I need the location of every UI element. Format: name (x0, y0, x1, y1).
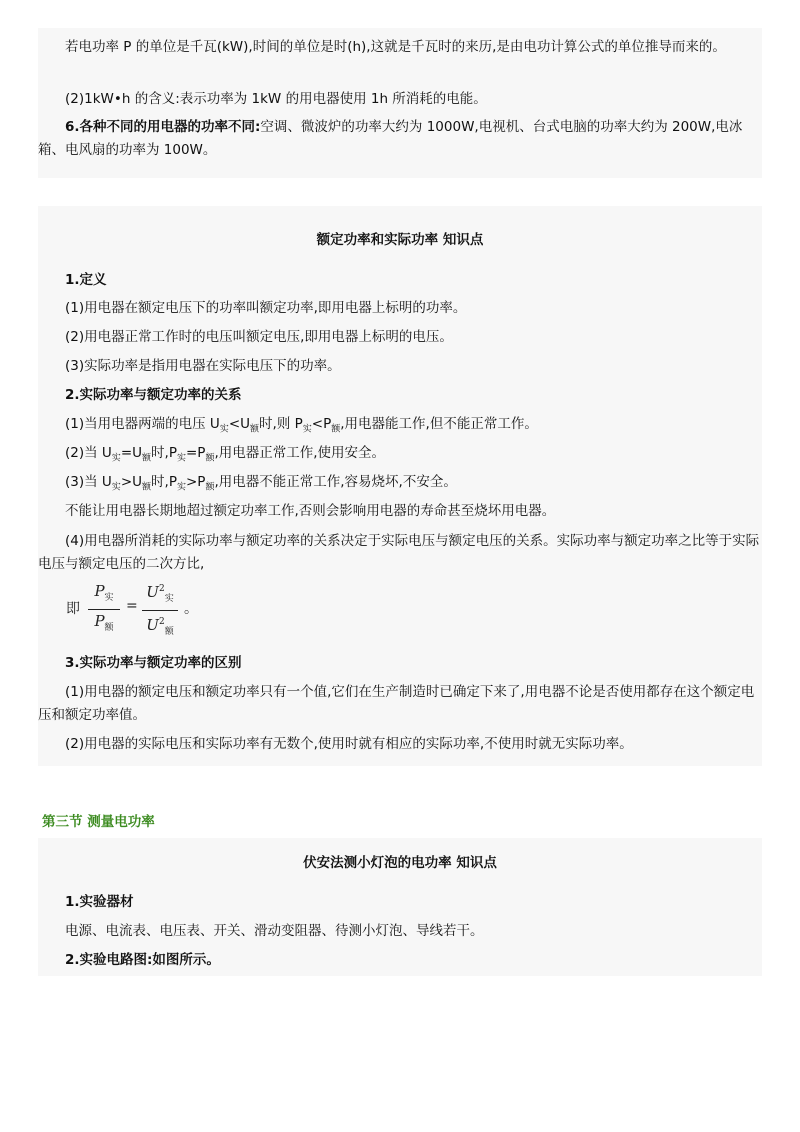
definition-actual-power: (3)实际功率是指用电器在实际电压下的功率。 (65, 358, 341, 374)
relation-greater-than: (3)当 $U_实>U_额$时$,P_实>P_额$,用电器不能正常工作,容易烧坏,不安全。 (65, 474, 457, 493)
intro-paragraph-kwh-origin: 若电功率 P 的单位是千瓦(kW),时间的单位是时(h),这就是千瓦时的来历,是由电功计算公式的单位推导而来的。 (65, 39, 726, 55)
section-heading-measure-power: 第三节 测量电功率 (42, 814, 155, 830)
difference-rated-values: (1)用电器的额定电压和额定功率只有一个值,它们在生产制造时已确定下来了,用电器不论是否使用都存在这个额定电压和额定功率值。 (38, 684, 755, 723)
difference-actual-values: (2)用电器的实际电压和实际功率有无数个,使用时就有相应的实际功率,不使用时就无实际功率。 (65, 736, 633, 752)
section-title-voltammetry: 伏安法测小灯泡的电功率 知识点 (303, 855, 497, 871)
power-ratio-formula (66, 580, 198, 640)
formula-equals: = (126, 598, 138, 614)
equipment-list: 电源、电流表、电压表、开关、滑动变阻器、待测小灯泡、导线若干。 (65, 923, 484, 939)
definition-rated-power: (1)用电器在额定电压下的功率叫额定功率,即用电器上标明的功率。 (65, 300, 467, 316)
section-title-rated-actual-power: 额定功率和实际功率 知识点 (316, 232, 484, 248)
warning-paragraph: 不能让用电器长期地超过额定功率工作,否则会影响用电器的寿命甚至烧坏用电器。 (65, 503, 556, 519)
definition-rated-voltage: (2)用电器正常工作时的电压叫额定电压,即用电器上标明的电压。 (65, 329, 453, 345)
heading-difference: 3.实际功率与额定功率的区别 (65, 655, 242, 671)
heading-equipment: 1.实验器材 (65, 894, 134, 910)
heading-definition: 1.定义 (65, 272, 107, 288)
intro-paragraph-appliance-power (38, 116, 762, 162)
formula-power-fraction: $P_实$ $P_额$ (88, 582, 120, 637)
appliance-power-text: 空调、微波炉的功率大约为 1000W,电视机、台式电脑的功率大约为 200W,电冰箱、电风扇的功率为 100W。 (38, 119, 743, 158)
formula-prefix: 即 (66, 601, 80, 617)
appliance-power-lead: 6.各种不同的用电器的功率不同: (65, 119, 261, 135)
heading-relationship: 2.实际功率与额定功率的关系 (65, 387, 242, 403)
intro-paragraph-kwh-meaning: (2)1kW•h 的含义:表示功率为 1kW 的用电器使用 1h 所消耗的电能。 (65, 91, 487, 107)
formula-end-punct: 。 (184, 601, 198, 617)
relation-less-than: (1)当用电器两端的电压 $U_实<U_额$时,则 $P_实<P_额$,用电器能工作,但不能正常工作。 (65, 416, 538, 435)
heading-circuit-diagram: 2.实验电路图:如图所示。 (65, 952, 220, 968)
relation-equal: (2)当 $U_实=U_额$时$,P_实=P_额$,用电器正常工作,使用安全。 (65, 445, 386, 464)
relation-ratio-paragraph: (4)用电器所消耗的实际功率与额定功率的关系决定于实际电压与额定电压的关系。实际功率与额定功率之比等于实际电压与额定电压的二次方比, (38, 533, 760, 572)
formula-voltage-fraction: $U^2_实$ $U^2_额$ (142, 580, 178, 641)
